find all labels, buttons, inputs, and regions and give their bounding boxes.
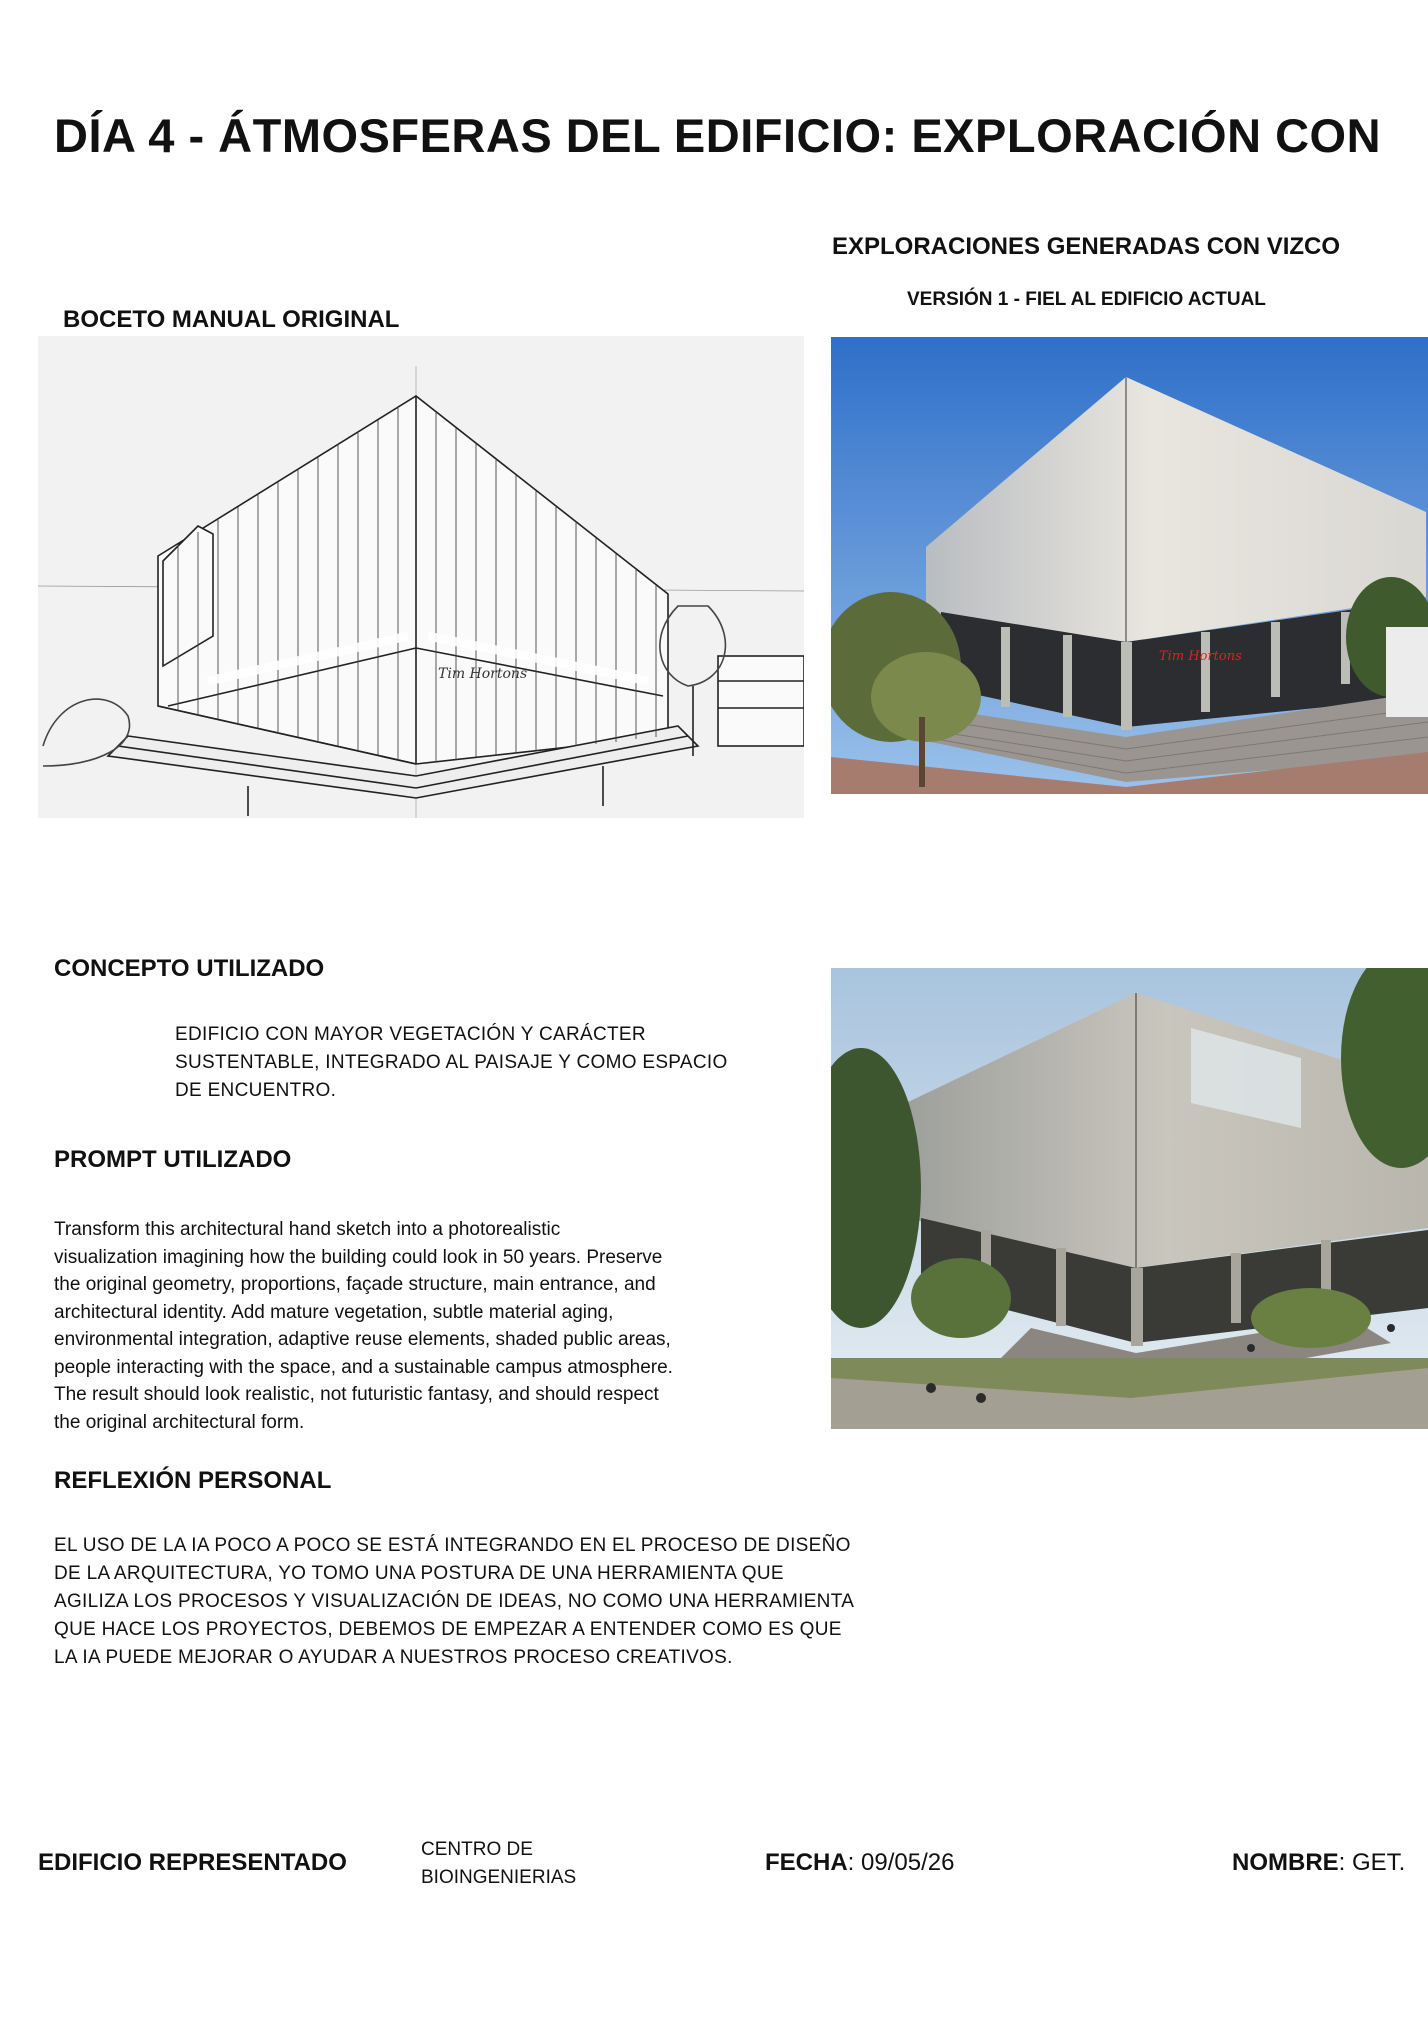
version2-render-image <box>831 968 1428 1429</box>
prompt-line: environmental integration, adaptive reuse elements, shaded public areas, <box>54 1329 671 1350</box>
prompt-line: visualization imagining how the building could look in 50 years. Preserve <box>54 1246 663 1268</box>
prompt-heading: PROMPT UTILIZADO <box>54 1146 292 1173</box>
prompt-line: people interacting with the space, and a sustainable campus atmosphere. <box>54 1356 673 1378</box>
reflection-line: AGILIZA LOS PROCESOS Y VISUALIZACIÓN DE IDEAS, NO COMO UNA HERRAMIENTA <box>54 1591 855 1612</box>
hand-sketch-image <box>38 336 804 818</box>
explorations-heading: EXPLORACIONES GENERADAS CON VIZCO <box>832 233 1341 260</box>
page-title: DÍA 4 - ÁTMOSFERAS DEL EDIFICIO: EXPLORACIÓN CON <box>54 109 1382 162</box>
prompt-line: the original geometry, proportions, façade structure, main entrance, and <box>54 1274 656 1295</box>
building-value <box>421 1836 576 1892</box>
prompt-line: Transform this architectural hand sketch into a photorealistic <box>54 1219 561 1240</box>
photo-sign-text: Tim Hortons <box>1159 649 1242 664</box>
prompt-line: architectural identity. Add mature vegetation, subtle material aging, <box>54 1301 614 1323</box>
name-label: NOMBRE <box>1232 1849 1339 1876</box>
prompt-line: the original architectural form. <box>54 1411 305 1433</box>
reflection-line: DE LA ARQUITECTURA, YO TOMO UNA POSTURA DE UNA HERRAMIENTA QUE <box>54 1563 784 1584</box>
reflection-line: LA IA PUEDE MEJORAR O AYUDAR A NUESTROS PROCESO CREATIVOS. <box>54 1647 733 1668</box>
reflection-heading: REFLEXIÓN PERSONAL <box>54 1467 332 1494</box>
prompt-line: The result should look realistic, not futuristic fantasy, and should respect <box>54 1384 659 1405</box>
concept-line: EDIFICIO CON MAYOR VEGETACIÓN Y CARÁCTER <box>175 1024 646 1045</box>
building-value-line: BIOINGENIERIAS <box>421 1867 577 1888</box>
reflection-text <box>54 1532 854 1672</box>
reflection-line: QUE HACE LOS PROYECTOS, DEBEMOS DE EMPEZAR A ENTENDER COMO ES QUE <box>54 1619 842 1640</box>
date-field <box>765 1849 954 1877</box>
name-value: : GET. <box>1338 1849 1406 1876</box>
concept-heading: CONCEPTO UTILIZADO <box>54 955 325 982</box>
sketch-sign-text: Tim Hortons <box>438 666 528 682</box>
concept-line: SUSTENTABLE, INTEGRADO AL PAISAJE Y COMO ESPACIO <box>175 1052 728 1073</box>
version1-render-image <box>831 337 1428 794</box>
reflection-line: EL USO DE LA IA POCO A POCO SE ESTÁ INTEGRANDO EN EL PROCESO DE DISEÑO <box>54 1535 851 1556</box>
sketch-heading: BOCETO MANUAL ORIGINAL <box>63 306 400 333</box>
concept-line: DE ENCUENTRO. <box>175 1080 337 1101</box>
name-field <box>1232 1849 1405 1877</box>
concept-text <box>175 1021 728 1105</box>
building-label: EDIFICIO REPRESENTADO <box>38 1849 347 1876</box>
date-label: FECHA <box>765 1849 848 1876</box>
prompt-text <box>54 1216 673 1436</box>
building-value-line: CENTRO DE <box>421 1839 533 1860</box>
date-value: : 09/05/26 <box>847 1849 955 1876</box>
version1-label: VERSIÓN 1 - FIEL AL EDIFICIO ACTUAL <box>907 289 1266 310</box>
